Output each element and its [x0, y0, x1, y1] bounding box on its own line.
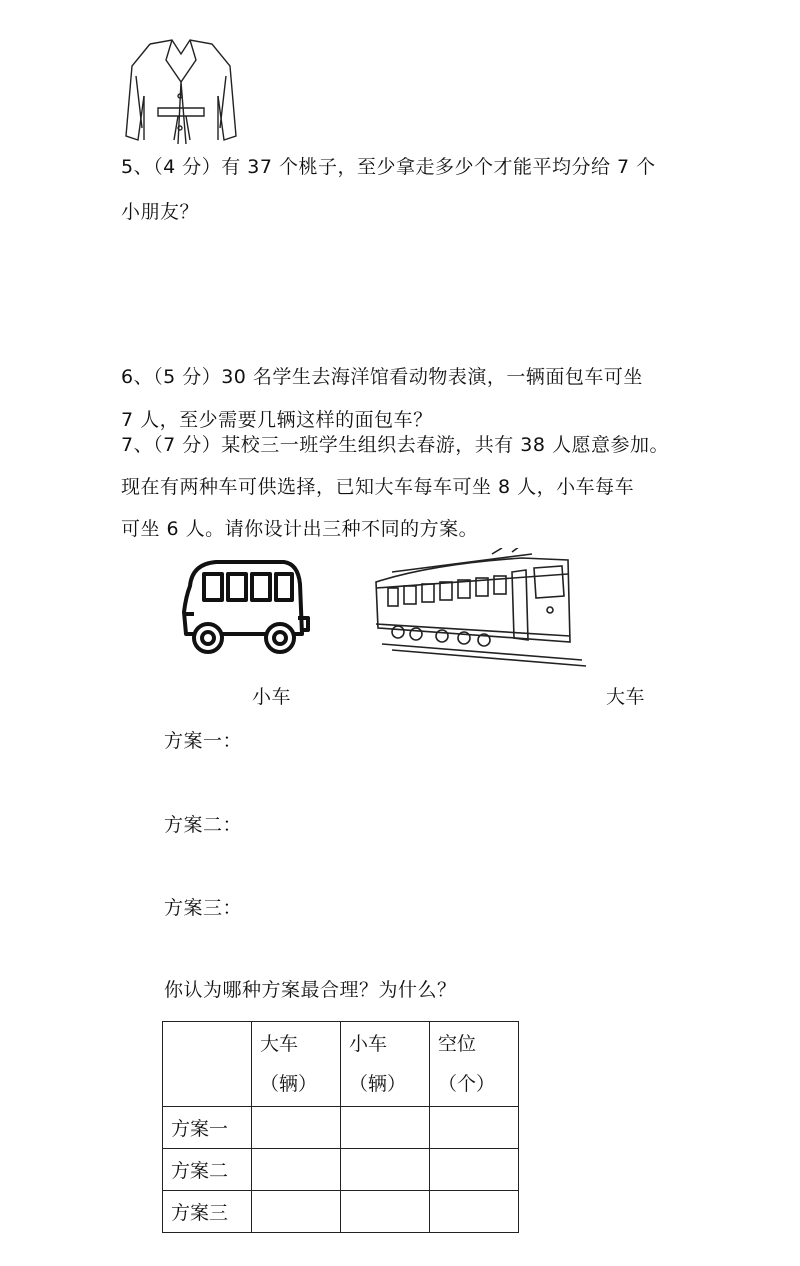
header-cell-small-car	[341, 1022, 430, 1107]
header-empty-seats: 空位	[438, 1033, 477, 1055]
q7-line2: 现在有两种车可供选择，已知大车每车可坐 8 人，小车每车	[121, 476, 635, 498]
table-row	[163, 1107, 519, 1149]
q5-line1: 5、（4 分）有 37 个桃子，至少拿走多少个才能平均分给 7 个	[121, 156, 656, 178]
q6-line1: 6、（5 分）30 名学生去海洋馆看动物表演，一辆面包车可坐	[121, 366, 643, 388]
row-label: 方案二	[163, 1149, 252, 1191]
answer-cell[interactable]	[341, 1107, 430, 1149]
answer-cell[interactable]	[430, 1191, 519, 1233]
header-empty-seats-unit: （个）	[438, 1073, 496, 1095]
answer-cell[interactable]	[252, 1191, 341, 1233]
best-plan-question: 你认为哪种方案最合理？为什么？	[164, 979, 457, 1001]
answer-cell[interactable]	[252, 1149, 341, 1191]
header-cell-empty-seats	[430, 1022, 519, 1107]
header-small-car: 小车	[349, 1033, 388, 1055]
small-car-label: 小车	[252, 686, 292, 708]
table-header-row	[163, 1022, 519, 1107]
answer-cell[interactable]	[252, 1107, 341, 1149]
answer-cell[interactable]	[430, 1107, 519, 1149]
header-cell-big-car	[252, 1022, 341, 1107]
plan-table	[162, 1021, 519, 1233]
big-car-illustration	[372, 548, 592, 668]
q7-line1: 7、（7 分）某校三一班学生组织去春游，共有 38 人愿意参加。	[121, 434, 669, 456]
answer-cell[interactable]	[341, 1149, 430, 1191]
plan3-label: 方案三：	[164, 897, 243, 919]
small-car-illustration	[176, 556, 310, 660]
q6-line2: 7 人，至少需要几辆这样的面包车？	[121, 409, 433, 431]
q5-line2: 小朋友？	[121, 201, 200, 223]
header-big-car: 大车	[260, 1033, 299, 1055]
plan1-label: 方案一：	[164, 730, 243, 752]
answer-cell[interactable]	[341, 1191, 430, 1233]
row-label: 方案三	[163, 1191, 252, 1233]
q7-line3: 可坐 6 人。请你设计出三种不同的方案。	[121, 518, 479, 540]
big-car-label: 大车	[606, 686, 646, 708]
header-small-car-unit: （辆）	[349, 1073, 407, 1095]
row-label: 方案一	[163, 1107, 252, 1149]
header-cell-empty	[163, 1022, 252, 1107]
table-row	[163, 1149, 519, 1191]
answer-cell[interactable]	[430, 1149, 519, 1191]
plan2-label: 方案二：	[164, 814, 243, 836]
header-big-car-unit: （辆）	[260, 1073, 318, 1095]
coat-illustration	[120, 36, 242, 144]
table-row	[163, 1191, 519, 1233]
